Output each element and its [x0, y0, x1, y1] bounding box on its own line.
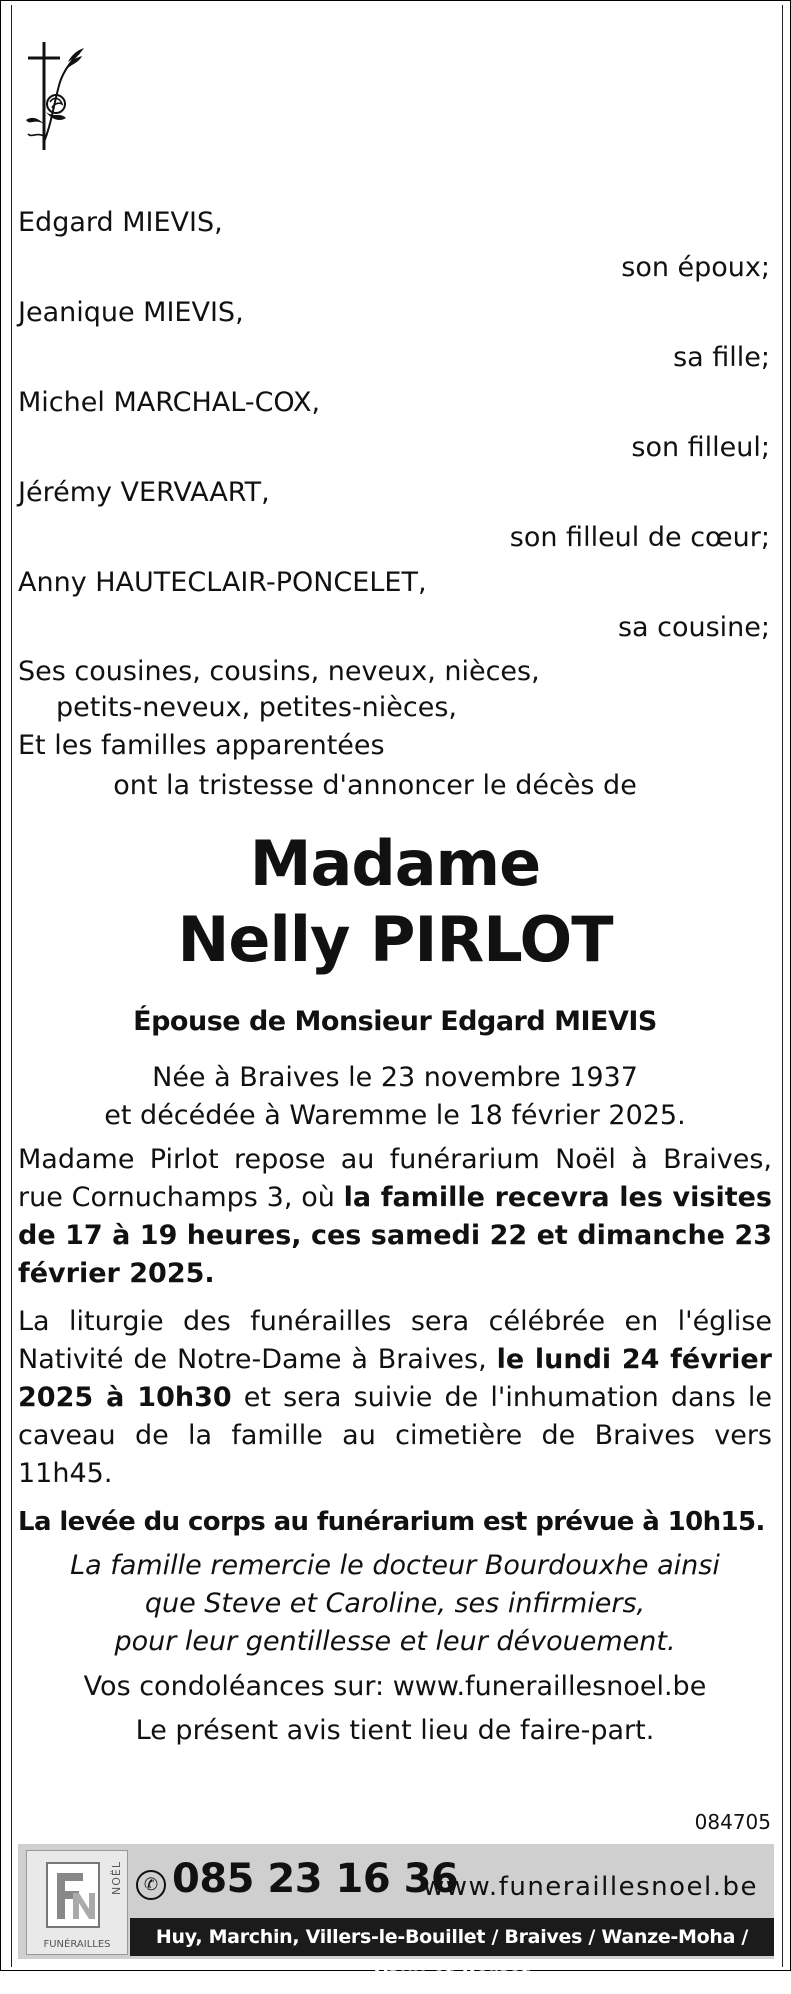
family-name: Michel MARCHAL-COX, [18, 387, 321, 418]
family-relation: sa fille; [673, 342, 770, 373]
reference-number: 084705 [694, 1810, 771, 1834]
cousins-line: Ses cousines, cousins, neveux, nièces, [18, 656, 540, 687]
family-name: Anny HAUTECLAIR-PONCELET, [18, 567, 427, 598]
levee-line: La levée du corps au funérarium est prévue à 10h15. [18, 1507, 765, 1537]
visitation-text: Madame Pirlot repose au funérarium Noël à Braives, rue Cornuchamps 3, où [18, 1144, 772, 1213]
website-text: www.funeraillesnoel.be [423, 1872, 758, 1902]
condolences-line: Vos condoléances sur: www.funeraillesnoel.be [83, 1671, 707, 1702]
thanks-line: pour leur gentillesse et leur dévouement. [114, 1626, 676, 1657]
funeral-home-logo [26, 1850, 128, 1955]
family-relation: son filleul de cœur; [509, 522, 770, 553]
related-families: Et les familles apparentées [18, 730, 385, 761]
family-name: Jeanique MIEVIS, [18, 297, 244, 328]
liturgy-date: le lundi 24 février 2025 à 10h30 [18, 1344, 772, 1413]
life-dates [18, 1059, 772, 1135]
fn-logo-icon [43, 1859, 103, 1931]
announcement-line: ont la tristesse d'annoncer le décès de [113, 770, 637, 801]
deceased-name: Nelly PIRLOT [177, 903, 613, 976]
thanks-block [18, 1547, 772, 1661]
locations-bar: Huy, Marchin, Villers-le-Bouillet / Braives / Wanze-Moha / Vaux-et-Borset [130, 1918, 774, 1956]
cross-with-rose-icon [24, 42, 86, 152]
phone-number: 085 23 16 36 [172, 1856, 459, 1902]
family-relation: sa cousine; [617, 612, 770, 643]
family-list [18, 200, 772, 650]
family-name: Jérémy VERVAART, [18, 477, 270, 508]
thanks-line: La famille remercie le docteur Bourdouxhe ainsi [70, 1550, 720, 1581]
contact-row [136, 1854, 766, 1916]
funeral-home-footer [18, 1844, 774, 1986]
cousins-line: petits-neveux, petites-nièces, [56, 692, 457, 723]
visitation-paragraph [18, 1141, 772, 1293]
obituary-content [18, 200, 772, 1753]
liturgy-text-end: et sera suivie de l'inhumation dans le caveau de la famille au cimetière de Braives vers 11h45. [18, 1382, 772, 1489]
phone-icon: ✆ [136, 1870, 166, 1900]
spouse-line: Épouse de Monsieur Edgard MIEVIS [133, 1006, 657, 1037]
notice-line: Le présent avis tient lieu de faire-part. [135, 1715, 655, 1746]
liturgy-text: La liturgie des funérailles sera célébrée en l'église Nativité de Notre-Dame à Braives, [18, 1306, 772, 1375]
logo-side-text: NOËL [110, 1861, 123, 1895]
visitation-hours: la famille recevra les visites de 17 à 19 heures, ces samedi 22 et dimanche 23 février 2025. [18, 1182, 772, 1289]
family-relation: son filleul; [631, 432, 770, 463]
death-line: et décédée à Waremme le 18 février 2025. [104, 1100, 686, 1131]
extended-family [18, 654, 772, 726]
birth-line: Née à Braives le 23 novembre 1937 [152, 1062, 638, 1093]
thanks-line: que Steve et Caroline, ses infirmiers, [144, 1588, 646, 1619]
logo-bottom-text: FUNÉRAILLES [43, 1939, 111, 1950]
liturgy-paragraph [18, 1303, 772, 1493]
family-relation: son époux; [621, 252, 770, 283]
family-name: Edgard MIEVIS, [18, 207, 223, 238]
deceased-title: Madame [249, 827, 541, 900]
